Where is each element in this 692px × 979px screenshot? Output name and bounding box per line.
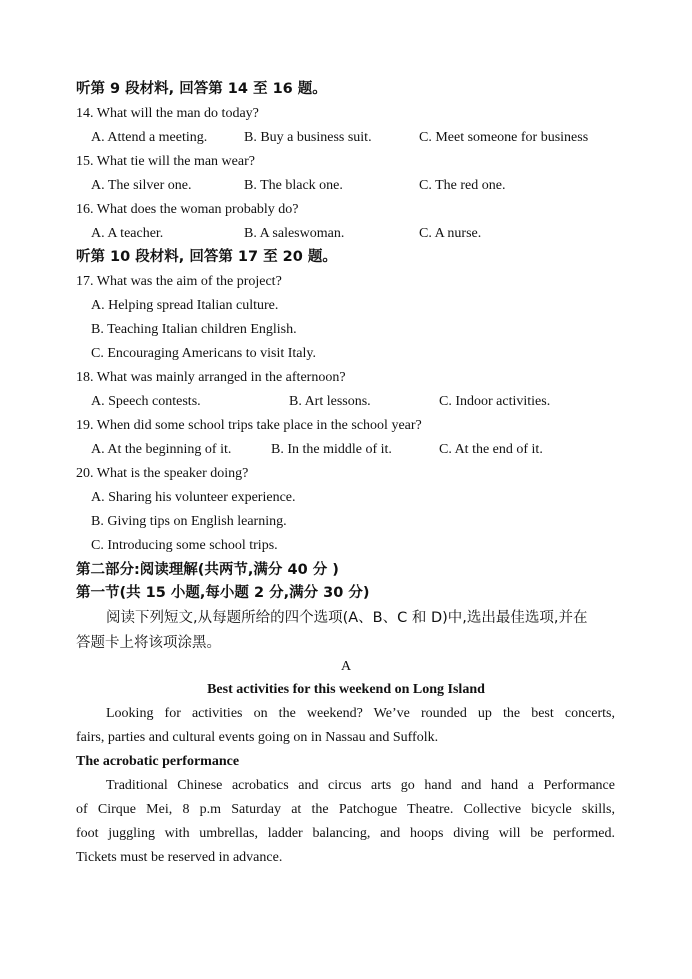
question-14-option-c: C. Meet someone for business: [419, 130, 589, 145]
question-18-option-c: C. Indoor activities.: [439, 394, 551, 409]
question-18-option-a: A. Speech contests.: [91, 394, 201, 409]
question-19-option-a: A. At the beginning of it.: [91, 442, 232, 457]
passage-title: Best activities for this weekend on Long Island: [207, 682, 485, 697]
intro-line-1: Looking for activities on the weekend? We’ve rounded up the best concerts,: [106, 706, 615, 721]
question-16-option-c: C. A nurse.: [419, 226, 482, 241]
question-14-option-b: B. Buy a business suit.: [244, 130, 372, 145]
question-16-stem: 16. What does the woman probably do?: [76, 202, 299, 217]
section-10-heading: 听第 10 段材料, 回答第 17 至 20 题。: [76, 249, 337, 265]
passage-letter: A: [340, 659, 352, 674]
question-14-stem: 14. What will the man do today?: [76, 106, 259, 121]
section-9-heading: 听第 9 段材料, 回答第 14 至 16 题。: [76, 81, 327, 97]
question-17-stem: 17. What was the aim of the project?: [76, 274, 282, 289]
question-14-option-a: A. Attend a meeting.: [91, 130, 208, 145]
question-17-option-c: C. Encouraging Americans to visit Italy.: [91, 346, 316, 361]
question-20-stem: 20. What is the speaker doing?: [76, 466, 249, 481]
question-15-option-b: B. The black one.: [244, 178, 343, 193]
body-line-1: Traditional Chinese acrobatics and circus arts go hand and hand a Performance: [106, 778, 615, 793]
reading-instruction-line-1: 阅读下列短文,从每题所给的四个选项(A、B、C 和 D)中,选出最佳选项,并在: [106, 610, 588, 626]
question-20-option-a: A. Sharing his volunteer experience.: [91, 490, 296, 505]
question-19-option-c: C. At the end of it.: [439, 442, 543, 457]
body-line-2: of Cirque Mei, 8 p.m Saturday at the Patchogue Theatre. Collective bicycle skills,: [76, 802, 615, 817]
question-17-option-b: B. Teaching Italian children English.: [91, 322, 297, 337]
body-line-4: Tickets must be reserved in advance.: [76, 850, 283, 865]
reading-instruction-line-2: 答题卡上将该项涂黑。: [76, 635, 221, 651]
question-15-option-c: C. The red one.: [419, 178, 506, 193]
question-20-option-c: C. Introducing some school trips.: [91, 538, 278, 553]
passage-subheading: The acrobatic performance: [76, 754, 240, 769]
question-16-option-b: B. A saleswoman.: [244, 226, 345, 241]
intro-line-2: fairs, parties and cultural events going on in Nassau and Suffolk.: [76, 730, 439, 745]
question-20-option-b: B. Giving tips on English learning.: [91, 514, 287, 529]
question-15-stem: 15. What tie will the man wear?: [76, 154, 255, 169]
question-18-stem: 18. What was mainly arranged in the afternoon?: [76, 370, 346, 385]
question-15-option-a: A. The silver one.: [91, 178, 192, 193]
question-19-stem: 19. When did some school trips take place in the school year?: [76, 418, 422, 433]
body-line-3: foot juggling with umbrellas, ladder balancing, and hoops diving will be performed.: [76, 826, 615, 841]
reading-part-heading: 第二部分:阅读理解(共两节,满分 40 分 ): [76, 562, 339, 578]
question-17-option-a: A. Helping spread Italian culture.: [91, 298, 279, 313]
reading-section-heading: 第一节(共 15 小题,每小题 2 分,满分 30 分): [76, 585, 370, 601]
question-16-option-a: A. A teacher.: [91, 226, 164, 241]
question-18-option-b: B. Art lessons.: [289, 394, 371, 409]
question-19-option-b: B. In the middle of it.: [271, 442, 392, 457]
